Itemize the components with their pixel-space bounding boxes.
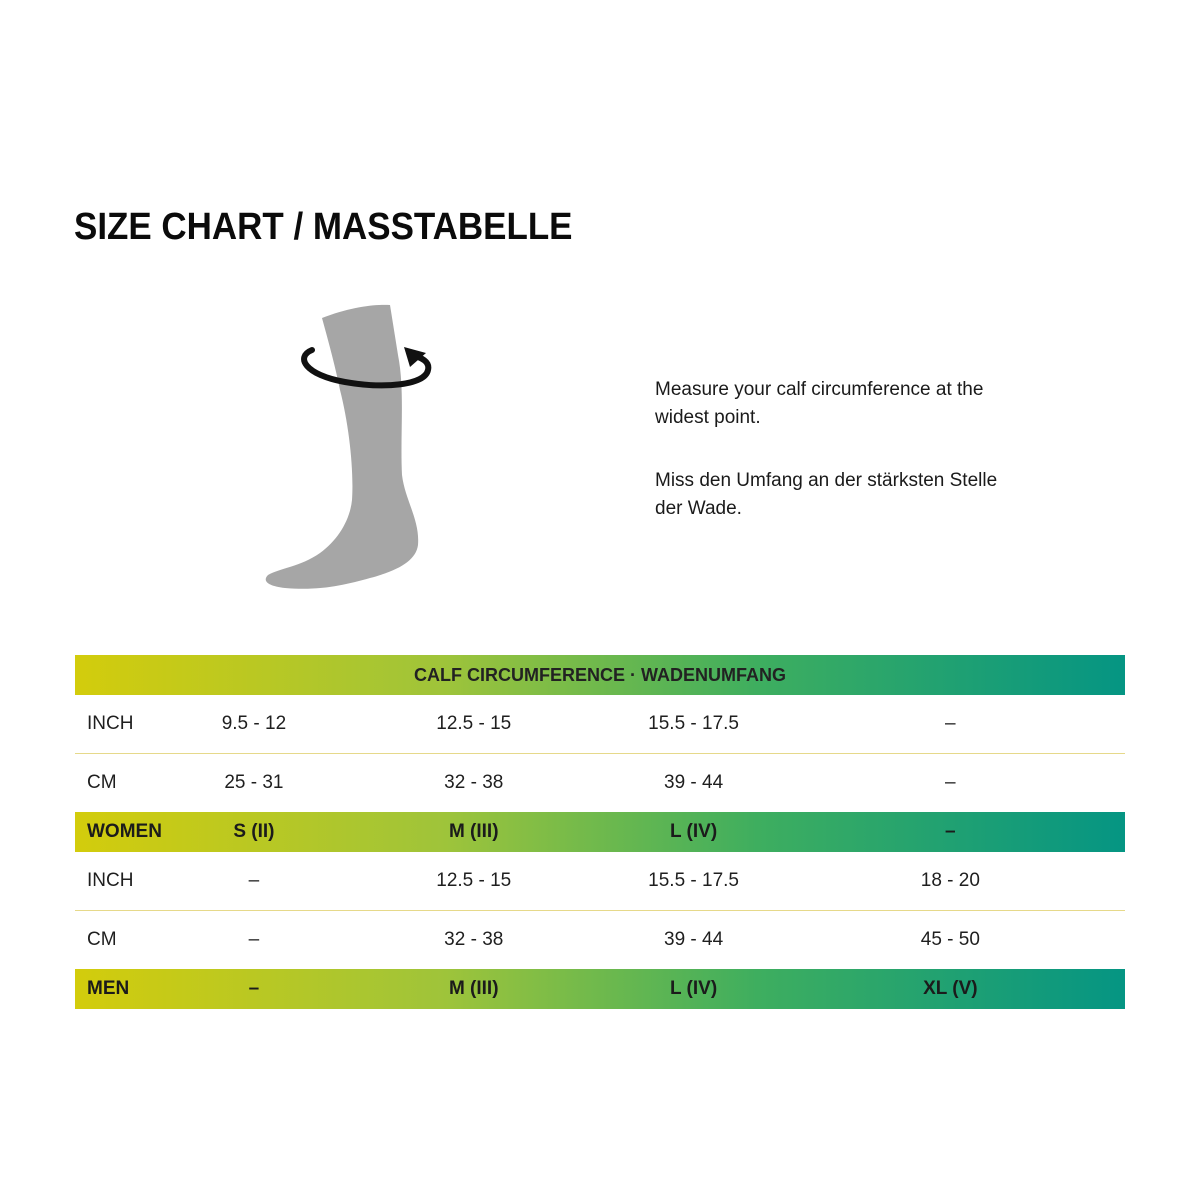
table-cell: 32 - 38 xyxy=(444,772,504,793)
size-label: M (III) xyxy=(448,978,499,999)
sock-illustration xyxy=(250,295,450,600)
table-cell: 15.5 - 17.5 xyxy=(648,713,739,734)
table-cell: 18 - 20 xyxy=(920,870,980,891)
table-cell: – xyxy=(945,713,956,734)
size-label: S (II) xyxy=(233,821,275,842)
men-label: MEN xyxy=(87,978,130,999)
men-size-band xyxy=(75,969,1125,1009)
instructions-german: Miss den Umfang an der stärksten Stelle der Wade. xyxy=(655,470,998,519)
measure-instructions xyxy=(655,376,1015,558)
table-cell: 25 - 31 xyxy=(224,772,284,793)
unit-label: CM xyxy=(87,772,117,793)
size-label: L (IV) xyxy=(670,821,718,842)
table-cell: 39 - 44 xyxy=(664,772,724,793)
table-cell: – xyxy=(248,929,260,950)
size-table xyxy=(75,655,1125,1009)
unit-label: CM xyxy=(87,929,117,950)
size-label: XL (V) xyxy=(923,978,978,999)
table-cell: 12.5 - 15 xyxy=(436,713,512,734)
page-title: SIZE CHART / MASSTABELLE xyxy=(74,206,573,248)
unit-label: INCH xyxy=(87,713,134,734)
instructions-english: Measure your calf circumference at the widest point. xyxy=(655,379,984,428)
size-label: – xyxy=(248,978,260,999)
table-cell: 32 - 38 xyxy=(444,929,504,950)
table-row xyxy=(75,911,1125,969)
unit-label: INCH xyxy=(87,870,134,891)
table-cell: 15.5 - 17.5 xyxy=(648,870,739,891)
table-row xyxy=(75,754,1125,812)
table-header: CALF CIRCUMFERENCE · WADENUMFANG xyxy=(75,655,1125,695)
size-label: L (IV) xyxy=(670,978,718,999)
women-size-band xyxy=(75,812,1125,852)
sock-calf-measure-icon xyxy=(250,295,450,600)
size-label: – xyxy=(945,821,956,842)
women-label: WOMEN xyxy=(87,821,162,842)
table-cell: – xyxy=(945,772,956,793)
table-row xyxy=(75,852,1125,911)
table-cell: 9.5 - 12 xyxy=(221,713,287,734)
table-cell: 45 - 50 xyxy=(920,929,980,950)
table-cell: 12.5 - 15 xyxy=(436,870,512,891)
table-cell: – xyxy=(248,870,260,891)
size-label: M (III) xyxy=(448,821,499,842)
table-cell: 39 - 44 xyxy=(664,929,724,950)
table-row xyxy=(75,695,1125,754)
